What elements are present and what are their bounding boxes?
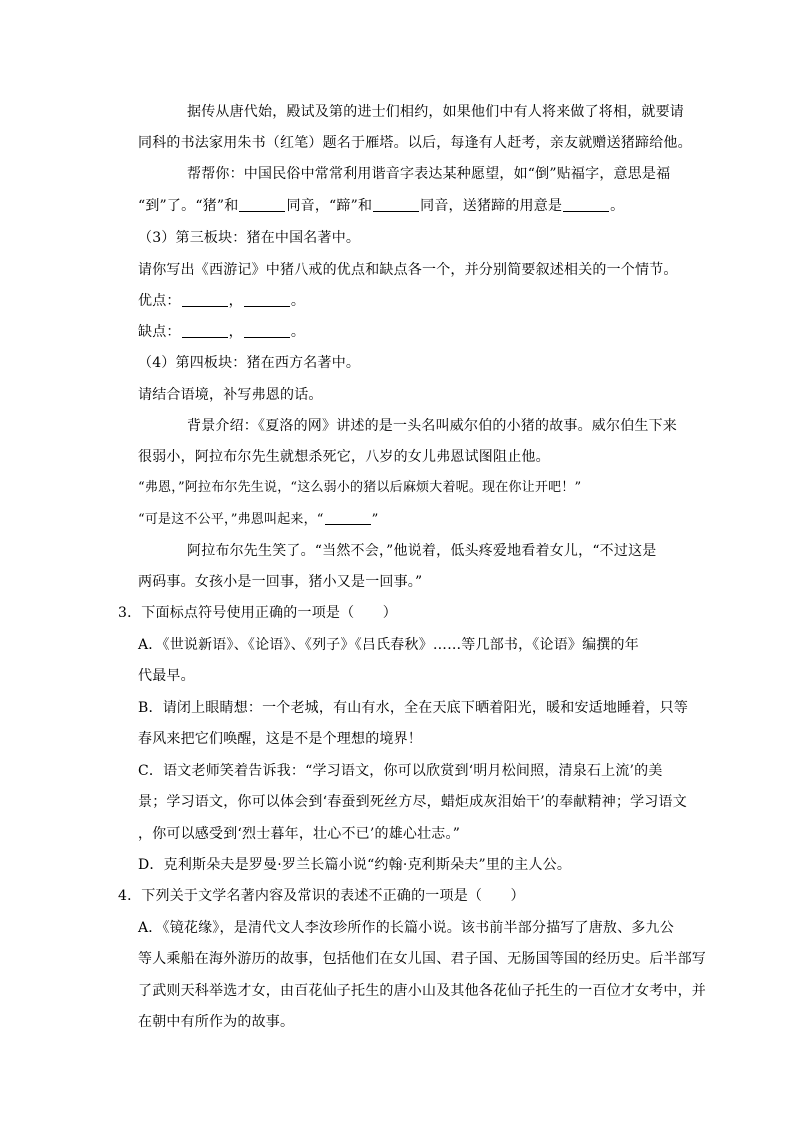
question-3: 3．下面标点符号使用正确的一项是（ ） <box>118 605 397 621</box>
text-line: ，你可以感受到‘烈士暮年，壮心不已’的雄心壮志。” <box>138 826 461 842</box>
text-line: 了武则天科举选才女，由百花仙子托生的唐小山及其他各花仙子托生的一百位才女考中，并 <box>138 983 706 999</box>
text-segment: 同音，“蹄”和 <box>286 198 373 214</box>
text-segment: 优点： <box>138 293 181 309</box>
text-line <box>138 510 379 529</box>
text-line: 代最早。 <box>138 668 195 684</box>
option-a: A．《世说新语》、《论语》、《列子》《吕氏春秋》……等几部书，《论语》编撰的年 <box>138 637 639 653</box>
text-segment: 缺点： <box>138 324 181 340</box>
text-line: 阿拉布尔先生笑了。“当然不会，”他说着，低头疼爱地看着女儿，“不过这是 <box>187 543 657 559</box>
text-line: 背景介绍：《夏洛的网》讲述的是一头名叫威尔伯的小猪的故事。威尔伯生下来 <box>187 418 677 434</box>
text-segment: “到”了。“猪”和 <box>138 198 239 214</box>
text-segment: “可是这不公平，”弗恩叫起来，“ <box>138 512 324 527</box>
text-segment: ” <box>371 512 379 527</box>
text-line: 请你写出《西游记》中猪八戒的优点和缺点各一个，并分别简要叙述相关的一个情节。 <box>138 262 678 278</box>
answer-blank <box>373 197 419 212</box>
answer-blank <box>563 197 609 212</box>
text-line: 很弱小，阿拉布尔先生就想杀死它，八岁的女儿弗恩试图阻止他。 <box>138 449 550 465</box>
text-segment: 同音，送猪蹄的用意是 <box>420 198 563 214</box>
text-line: 据传从唐代始，殿试及第的进士们相约，如果他们中有人将来做了将相，就要请 <box>187 104 684 120</box>
question-4: 4．下列关于文学名著内容及常识的表述不正确的一项是（ ） <box>118 888 525 904</box>
answer-blank <box>182 323 228 338</box>
text-line <box>138 292 305 310</box>
text-line: 在朝中有所作为的故事。 <box>138 1014 295 1030</box>
text-line: 景；学习语文，你可以体会到‘春蚕到死丝方尽，蜡炬成灰泪始干’的奉献精神；学习语文 <box>138 794 687 810</box>
text-line: 同科的书法家用朱书（红笔）题名于雁塔。以后，每逢有人赶考，亲友就赠送猪蹄给他。 <box>138 135 692 151</box>
text-line <box>138 323 305 341</box>
text-segment: 。 <box>290 324 306 340</box>
section-heading: （3）第三板块：猪在中国名著中。 <box>138 230 361 246</box>
option-b: B．请闭上眼睛想：一个老城，有山有水，全在天底下晒着阳光，暖和安适地睡着，只等 <box>138 700 689 716</box>
option-a: A．《镜花缘》，是清代文人李汝珍所作的长篇小说。该书前半部分描写了唐敖、多九公 <box>138 920 674 936</box>
text-line: 两码事。女孩小是一回事，猪小又是一回事。” <box>138 574 423 590</box>
text-segment: ， <box>228 293 243 309</box>
text-line: 等人乘船在海外游历的故事，包括他们在女儿国、君子国、无肠国等国的经历史。后半部写 <box>138 951 706 967</box>
text-line: 帮帮你：中国民俗中常常利用谐音字表达某种愿望，如“倒”贴福字，意思是福 <box>187 166 671 182</box>
answer-blank <box>239 197 285 212</box>
text-segment: 。 <box>290 293 306 309</box>
text-segment: 。 <box>610 198 625 214</box>
section-heading: （4）第四板块：猪在西方名著中。 <box>138 355 361 371</box>
option-d: D．克利斯朵夫是罗曼·罗兰长篇小说“约翰·克利斯朵夫”里的主人公。 <box>138 857 572 873</box>
text-line: “弗恩，”阿拉布尔先生说，“这么弱小的猪以后麻烦大着呢。现在你让开吧！” <box>138 480 582 495</box>
text-line: 请结合语境，补写弗恩的话。 <box>138 387 323 403</box>
text-line: 春风来把它们唤醒，这是不是个理想的境界！ <box>138 731 422 747</box>
answer-blank <box>325 510 371 525</box>
answer-blank <box>244 292 290 307</box>
answer-blank <box>182 292 228 307</box>
text-line <box>138 197 624 215</box>
answer-blank <box>244 323 290 338</box>
text-segment: ， <box>228 324 243 340</box>
option-c: C．语文老师笑着告诉我：“学习语文，你可以欣赏到‘明月松间照，清泉石上流’的美 <box>138 763 663 779</box>
